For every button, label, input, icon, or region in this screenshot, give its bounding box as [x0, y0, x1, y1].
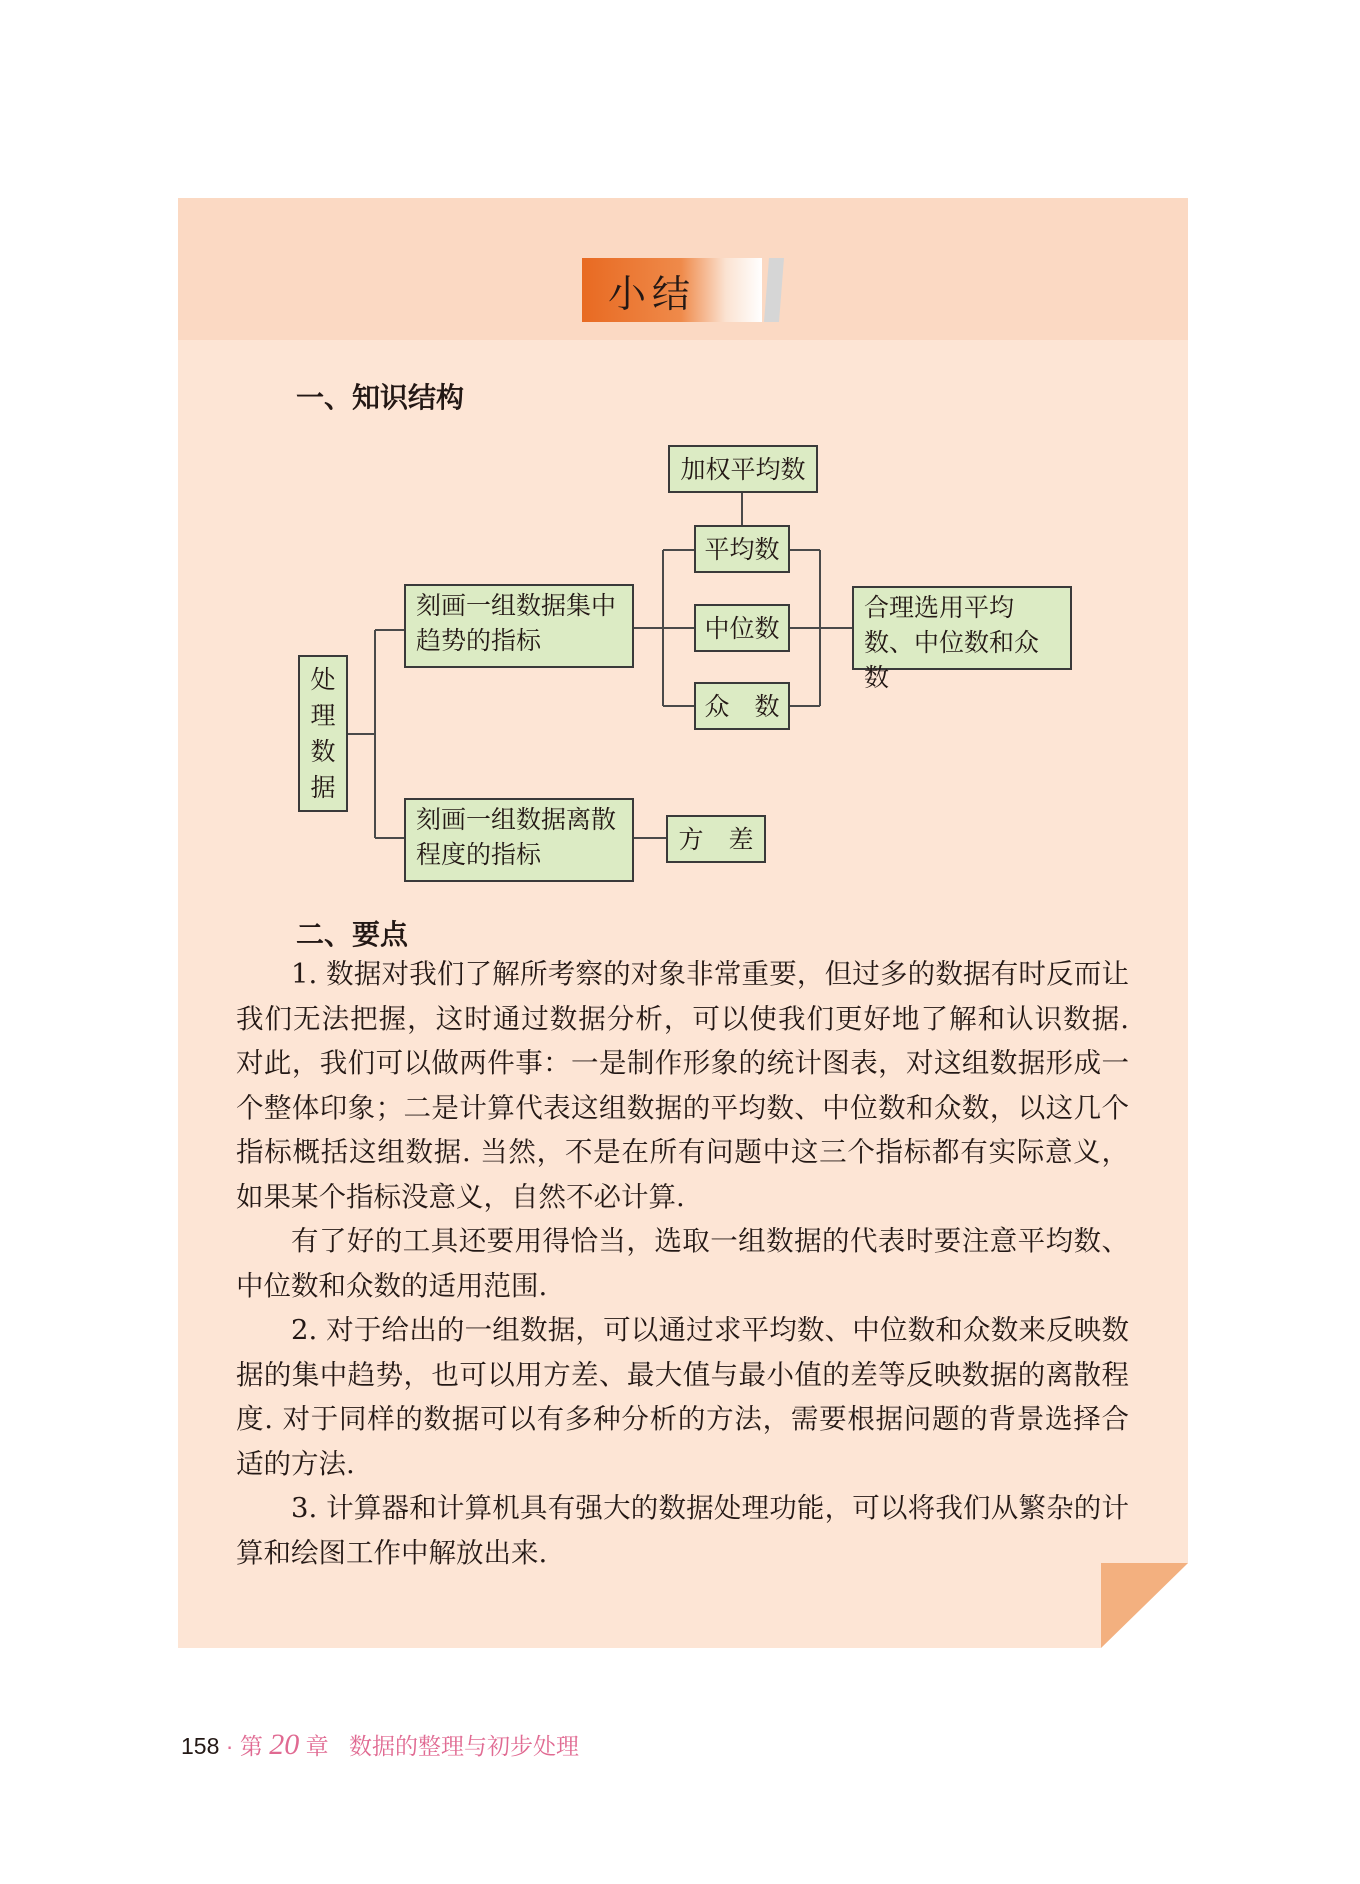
node-process-data-char: 处 — [310, 664, 336, 694]
node-weighted-mean: 加权平均数 — [668, 445, 818, 493]
chapter-prefix: 第 — [239, 1733, 263, 1759]
paragraph: 2. 对于给出的一组数据，可以通过求平均数、中位数和众数来反映数据的集中趋势，也可以用方差、最大值与最小值的差等反映数据的离散程度. 对于同样的数据可以有多种分析的方法，需要根据问题的背景选择合适的方法. — [236, 1314, 1129, 1480]
paragraph: 3. 计算器和计算机具有强大的数据处理功能，可以将我们从繁杂的计算和绘图工作中解放出来. — [236, 1492, 1129, 1569]
node-mean: 平均数 — [694, 525, 790, 573]
node-central-tendency: 刻画一组数据集中趋势的指标 — [404, 584, 634, 668]
section1-heading: 一、知识结构 — [296, 381, 465, 414]
node-process-data-char: 据 — [310, 772, 336, 802]
node-process-data — [298, 655, 348, 812]
node-mode: 众 数 — [694, 682, 790, 730]
section2-heading: 二、要点 — [296, 918, 409, 951]
node-median: 中位数 — [694, 604, 790, 652]
page-number: 158 — [181, 1733, 220, 1759]
node-process-data-char: 理 — [310, 700, 336, 730]
footer-separator: · — [225, 1733, 234, 1759]
key-points-text — [236, 952, 1129, 1575]
paragraph: 有了好的工具还要用得恰当，选取一组数据的代表时要注意平均数、中位数和众数的适用范围. — [236, 1225, 1129, 1302]
node-dispersion: 刻画一组数据离散程度的指标 — [404, 798, 634, 882]
chapter-number: 20 — [269, 1728, 300, 1761]
node-process-data-char: 数 — [310, 736, 336, 766]
node-choose-wisely: 合理选用平均数、中位数和众数 — [852, 586, 1072, 670]
chapter-suffix: 章 — [305, 1733, 329, 1759]
chapter-title: 数据的整理与初步处理 — [349, 1734, 579, 1760]
paragraph: 1. 数据对我们了解所考察的对象非常重要，但过多的数据有时反而让我们无法把握，这时通过数据分析，可以使我们更好地了解和认识数据. 对此，我们可以做两件事：一是制作形象的统计图表，对这组数据形成一个整体印象；二是计算代表这组数据的平均数、中位数和众数，以这几个指标概括这组数据. 当然，不是在所有问题中这三个指标都有实际意义，如果某个指标没意义，自然不必计算. — [236, 958, 1129, 1213]
summary-title-text: 小结 — [607, 271, 696, 316]
page-footer — [181, 1728, 579, 1762]
node-variance: 方 差 — [666, 815, 766, 863]
